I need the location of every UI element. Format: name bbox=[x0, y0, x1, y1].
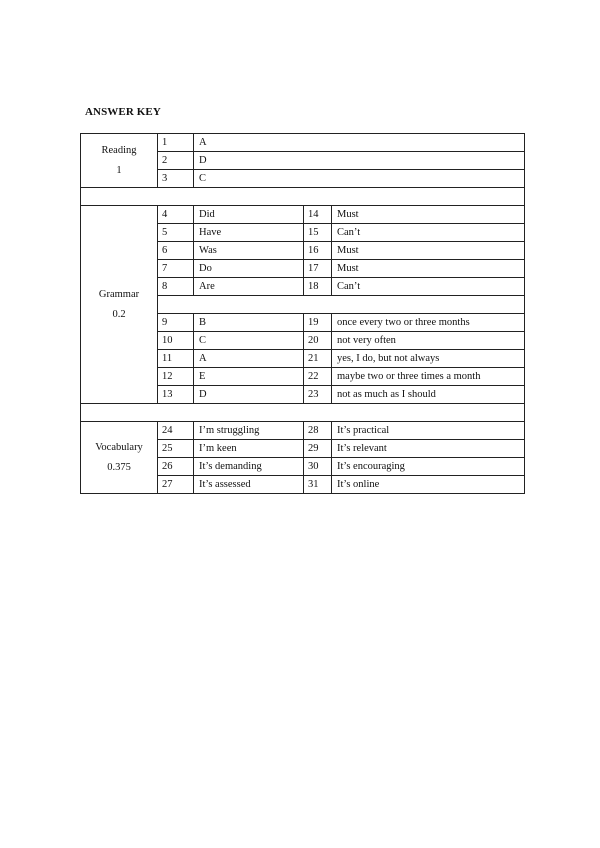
question-number: 12 bbox=[158, 368, 194, 386]
answer-cell: Was bbox=[194, 242, 304, 260]
question-number: 18 bbox=[304, 278, 332, 296]
question-number: 22 bbox=[304, 368, 332, 386]
answer-cell: Did bbox=[194, 206, 304, 224]
table-row bbox=[81, 422, 525, 440]
answer-cell: once every two or three months bbox=[332, 314, 525, 332]
answer-cell: Can’t bbox=[332, 278, 525, 296]
reading-label: Reading bbox=[101, 144, 137, 156]
question-number: 7 bbox=[158, 260, 194, 278]
answer-cell: Must bbox=[332, 242, 525, 260]
question-number: 20 bbox=[304, 332, 332, 350]
question-number: 15 bbox=[304, 224, 332, 242]
question-number: 27 bbox=[158, 476, 194, 494]
answer-cell: Must bbox=[332, 206, 525, 224]
vocabulary-section-cell bbox=[81, 422, 158, 494]
question-number: 30 bbox=[304, 458, 332, 476]
answer-cell: It’s encouraging bbox=[332, 458, 525, 476]
answer-cell: It’s relevant bbox=[332, 440, 525, 458]
answer-cell: It’s online bbox=[332, 476, 525, 494]
question-number: 25 bbox=[158, 440, 194, 458]
grammar-label: Grammar bbox=[98, 288, 140, 300]
question-number: 26 bbox=[158, 458, 194, 476]
question-number: 1 bbox=[158, 134, 194, 152]
spacer-row bbox=[81, 404, 525, 422]
answer-cell: D bbox=[194, 386, 304, 404]
question-number: 9 bbox=[158, 314, 194, 332]
answer-cell: Can’t bbox=[332, 224, 525, 242]
vocabulary-score: 0.375 bbox=[107, 461, 131, 473]
answer-cell: It’s assessed bbox=[194, 476, 304, 494]
answer-cell: Must bbox=[332, 260, 525, 278]
page-title: ANSWER KEY bbox=[85, 106, 161, 118]
vocabulary-label: Vocabulary bbox=[95, 441, 143, 453]
answer-cell: A bbox=[194, 134, 525, 152]
answer-cell: A bbox=[194, 350, 304, 368]
question-number: 16 bbox=[304, 242, 332, 260]
question-number: 4 bbox=[158, 206, 194, 224]
answer-cell: Have bbox=[194, 224, 304, 242]
question-number: 11 bbox=[158, 350, 194, 368]
question-number: 28 bbox=[304, 422, 332, 440]
answer-cell: maybe two or three times a month bbox=[332, 368, 525, 386]
table-row bbox=[81, 206, 525, 224]
question-number: 10 bbox=[158, 332, 194, 350]
answer-cell: B bbox=[194, 314, 304, 332]
question-number: 21 bbox=[304, 350, 332, 368]
question-number: 8 bbox=[158, 278, 194, 296]
question-number: 17 bbox=[304, 260, 332, 278]
answer-cell: C bbox=[194, 332, 304, 350]
question-number: 6 bbox=[158, 242, 194, 260]
answer-cell: C bbox=[194, 170, 525, 188]
answer-cell: It’s demanding bbox=[194, 458, 304, 476]
answer-cell: not as much as I should bbox=[332, 386, 525, 404]
answer-cell: D bbox=[194, 152, 525, 170]
reading-score: 1 bbox=[116, 164, 122, 176]
question-number: 31 bbox=[304, 476, 332, 494]
question-number: 13 bbox=[158, 386, 194, 404]
table-row bbox=[81, 134, 525, 152]
question-number: 29 bbox=[304, 440, 332, 458]
question-number: 5 bbox=[158, 224, 194, 242]
answer-cell: Are bbox=[194, 278, 304, 296]
answer-key-table bbox=[80, 133, 525, 494]
question-number: 24 bbox=[158, 422, 194, 440]
answer-cell: I’m keen bbox=[194, 440, 304, 458]
answer-cell: It’s practical bbox=[332, 422, 525, 440]
question-number: 3 bbox=[158, 170, 194, 188]
question-number: 14 bbox=[304, 206, 332, 224]
spacer-row bbox=[81, 188, 525, 206]
grammar-score: 0.2 bbox=[112, 308, 126, 320]
answer-cell: yes, I do, but not always bbox=[332, 350, 525, 368]
answer-cell: Do bbox=[194, 260, 304, 278]
question-number: 23 bbox=[304, 386, 332, 404]
grammar-section-cell bbox=[81, 206, 158, 404]
question-number: 19 bbox=[304, 314, 332, 332]
answer-cell: I’m struggling bbox=[194, 422, 304, 440]
question-number: 2 bbox=[158, 152, 194, 170]
answer-cell: not very often bbox=[332, 332, 525, 350]
answer-cell: E bbox=[194, 368, 304, 386]
reading-section-cell bbox=[81, 134, 158, 188]
